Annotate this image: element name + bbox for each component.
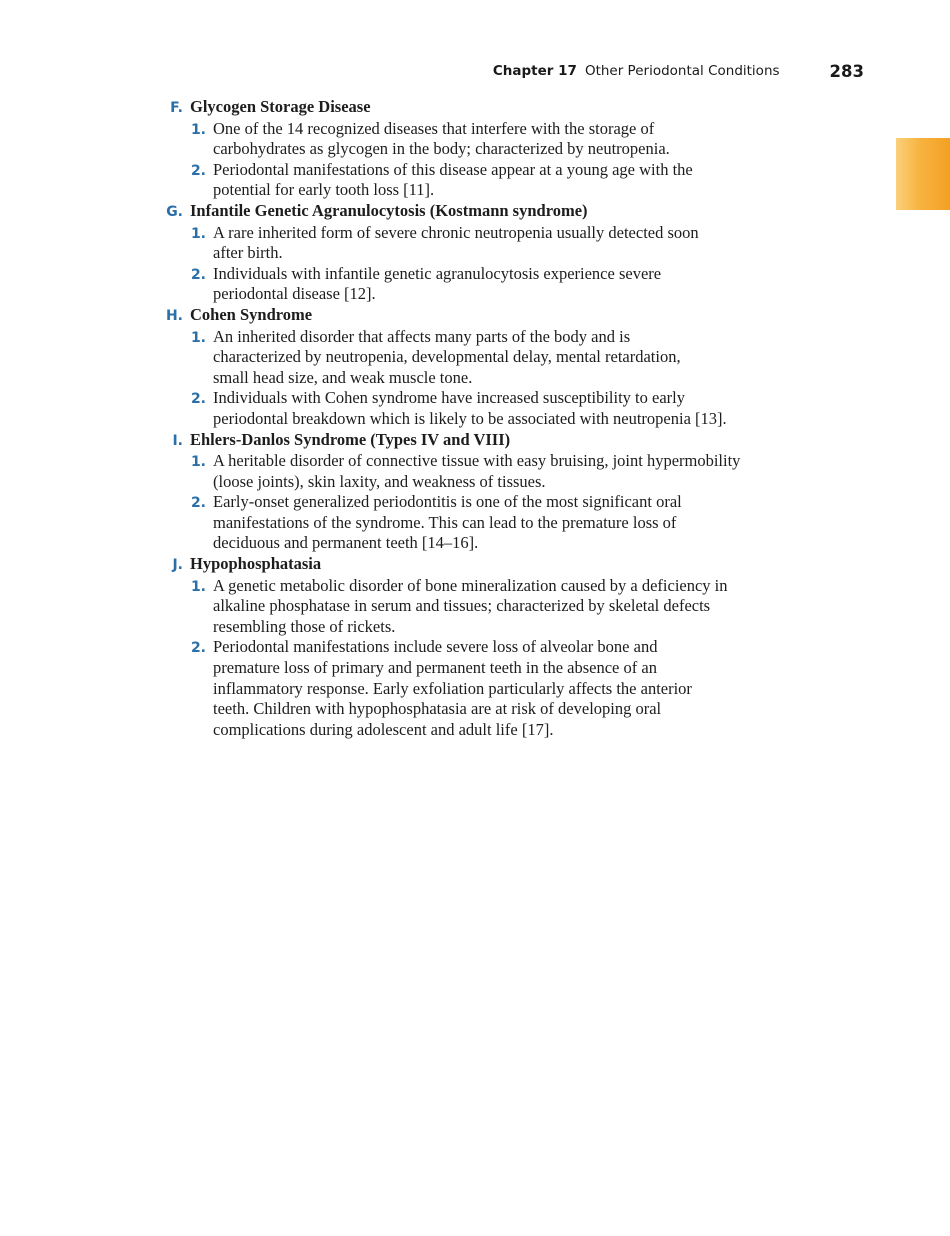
list-item — [160, 576, 780, 638]
item-number: 1. — [190, 121, 206, 138]
item-number: 1. — [190, 578, 206, 595]
item-number: 2. — [190, 162, 206, 179]
text-line: deciduous and permanent teeth [14–16]. — [213, 533, 479, 553]
item-text — [213, 451, 773, 492]
text-line: characterized by neutropenia, developmental delay, mental retardation, — [213, 347, 681, 367]
section-heading — [160, 201, 780, 223]
text-line: resembling those of rickets. — [213, 616, 396, 636]
text-line: after birth. — [213, 243, 283, 263]
text-line: alkaline phosphatase in serum and tissues; characterized by skeletal defects — [213, 596, 711, 616]
item-text — [213, 223, 773, 264]
text-line: small head size, and weak muscle tone. — [213, 367, 473, 387]
section-title: Cohen Syndrome — [190, 304, 313, 324]
list-item — [160, 388, 780, 429]
item-text — [213, 637, 773, 740]
section-h — [160, 305, 780, 430]
text-line: A genetic metabolic disorder of bone mineralization caused by a deficiency in — [213, 575, 728, 595]
item-text — [213, 388, 773, 429]
item-number: 2. — [190, 495, 206, 512]
section-letter: F. — [170, 100, 183, 116]
text-line: manifestations of the syndrome. This can lead to the premature loss of — [213, 512, 677, 532]
list-item — [160, 119, 780, 160]
text-line: Individuals with Cohen syndrome have increased susceptibility to early — [213, 388, 685, 408]
list-item — [160, 223, 780, 264]
item-number: 1. — [190, 225, 206, 242]
list-item — [160, 264, 780, 305]
section-heading — [160, 97, 780, 119]
section-title: Hypophosphatasia — [190, 554, 322, 574]
item-text — [213, 327, 773, 389]
list-item — [160, 637, 780, 740]
section-letter: J. — [172, 557, 183, 574]
section-heading — [160, 305, 780, 327]
section-letter: H. — [165, 307, 183, 324]
page-number: 283 — [829, 61, 864, 81]
item-text — [213, 160, 773, 201]
text-line: potential for early tooth loss [11]. — [213, 180, 435, 200]
text-line: premature loss of primary and permanent teeth in the absence of an — [213, 658, 657, 678]
item-text — [213, 492, 773, 554]
text-line: complications during adolescent and adult life [17]. — [213, 719, 554, 739]
chapter-label: Chapter 17 — [492, 63, 577, 79]
section-heading — [160, 430, 780, 452]
item-number: 1. — [190, 454, 206, 471]
section-i — [160, 430, 780, 555]
list-item — [160, 327, 780, 389]
chapter-thumb-tab — [896, 138, 950, 210]
running-head — [480, 60, 864, 82]
item-text — [213, 264, 773, 305]
item-number: 2. — [190, 266, 206, 283]
item-text — [213, 576, 773, 638]
text-line: Early-onset generalized periodontitis is one of the most significant oral — [213, 492, 682, 512]
text-line: (loose joints), skin laxity, and weakness of tissues. — [213, 471, 546, 491]
item-text — [213, 119, 773, 160]
text-line: Periodontal manifestations include severe loss of alveolar bone and — [213, 637, 658, 657]
text-line: carbohydrates as glycogen in the body; characterized by neutropenia. — [213, 139, 670, 159]
text-line: teeth. Children with hypophosphatasia are at risk of developing oral — [213, 699, 662, 719]
section-f — [160, 97, 780, 201]
chapter-title: Other Periodontal Conditions — [584, 63, 780, 79]
list-item — [160, 492, 780, 554]
section-g — [160, 201, 780, 305]
item-number: 1. — [190, 329, 206, 346]
text-line: periodontal breakdown which is likely to be associated with neutropenia [13]. — [213, 408, 727, 428]
text-line: An inherited disorder that affects many parts of the body and is — [213, 326, 631, 346]
text-line: A rare inherited form of severe chronic neutropenia usually detected soon — [213, 222, 699, 242]
text-line: A heritable disorder of connective tissue with easy bruising, joint hypermobility — [213, 451, 741, 471]
section-heading — [160, 554, 780, 576]
text-line: One of the 14 recognized diseases that interfere with the storage of — [213, 118, 655, 138]
text-line: inflammatory response. Early exfoliation particularly affects the anterior — [213, 678, 692, 698]
item-number: 2. — [190, 640, 206, 657]
section-letter: I. — [172, 432, 183, 449]
page-body — [160, 97, 780, 740]
list-item — [160, 160, 780, 201]
text-line: periodontal disease [12]. — [213, 284, 376, 304]
section-title: Infantile Genetic Agranulocytosis (Kostmann syndrome) — [190, 200, 588, 220]
list-item — [160, 451, 780, 492]
text-line: Individuals with infantile genetic agranulocytosis experience severe — [213, 263, 662, 283]
section-title: Ehlers-Danlos Syndrome (Types IV and VIII) — [190, 429, 511, 449]
section-letter: G. — [166, 203, 183, 220]
section-j — [160, 554, 780, 740]
text-line: Periodontal manifestations of this disease appear at a young age with the — [213, 159, 693, 179]
section-title: Glycogen Storage Disease — [190, 97, 371, 116]
item-number: 2. — [190, 391, 206, 408]
